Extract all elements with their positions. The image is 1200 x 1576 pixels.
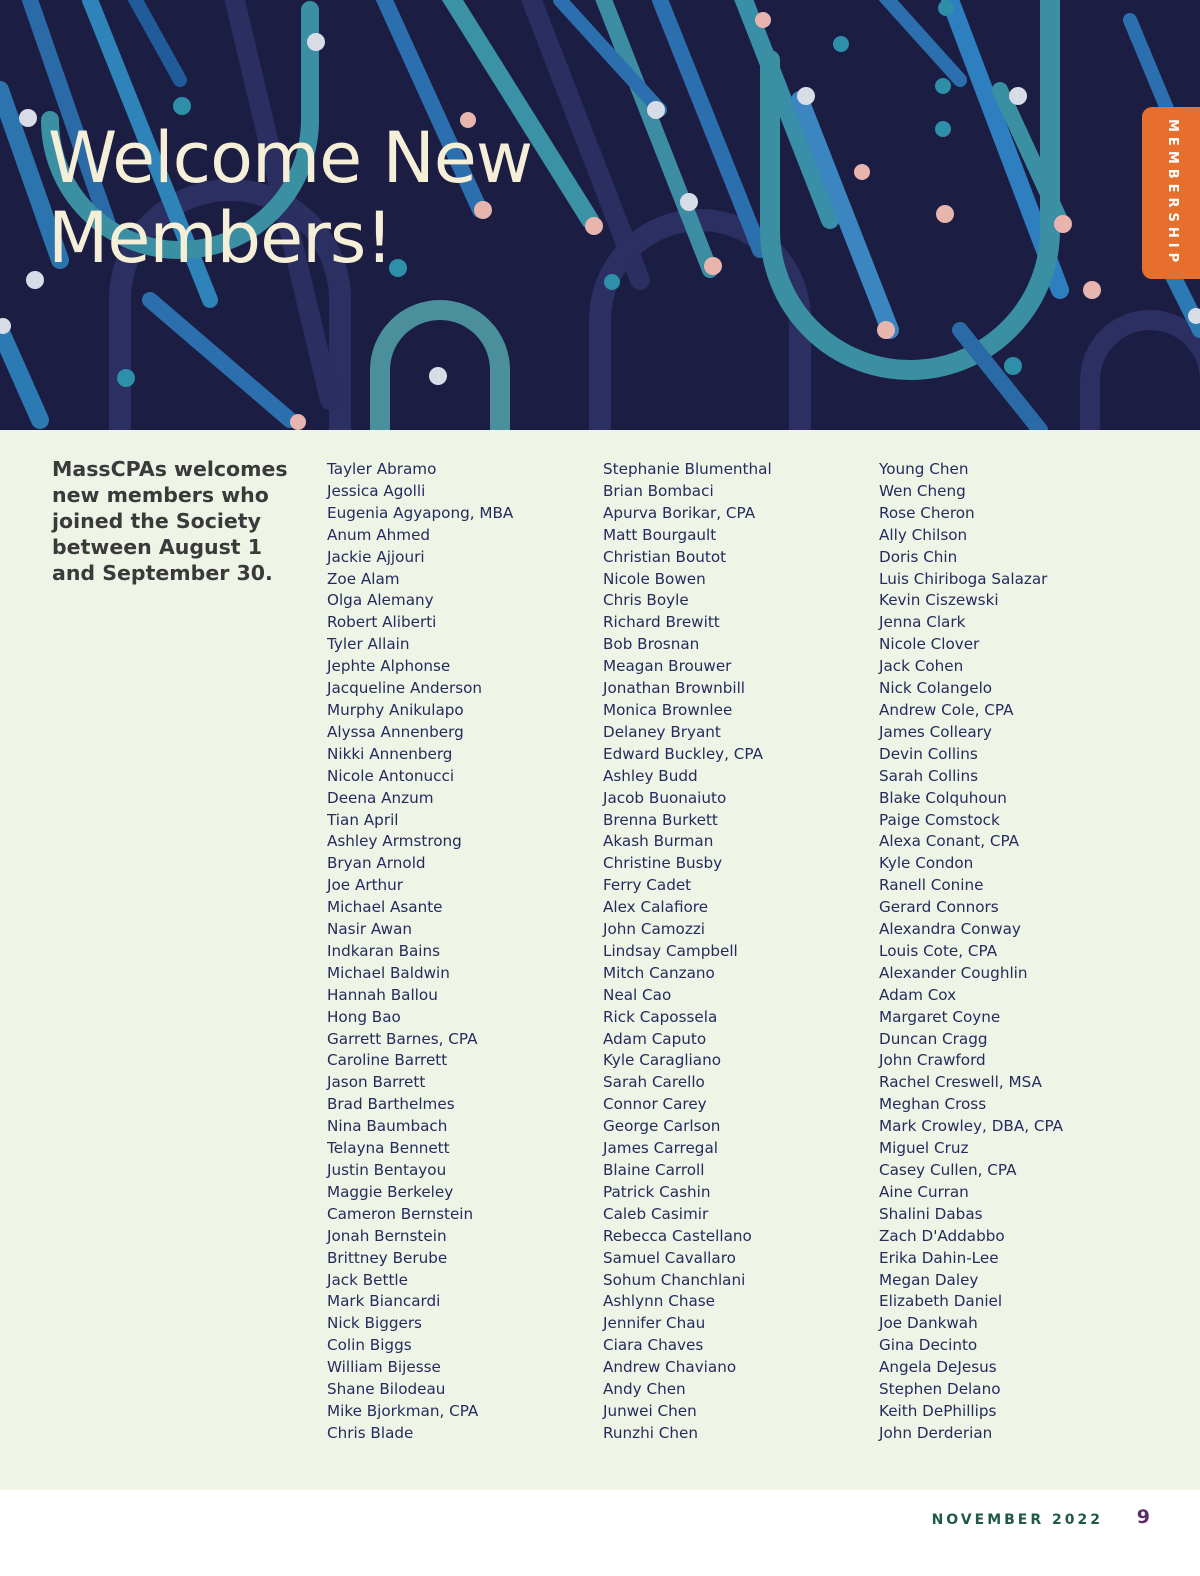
member-name: Mitch Canzano: [603, 963, 715, 982]
member-name: Alexander Coughlin: [879, 963, 1028, 982]
member-name: Apurva Borikar, CPA: [603, 503, 756, 522]
page-title: [48, 118, 668, 278]
member-name: Joe Arthur: [327, 876, 404, 895]
intro-text: MassCPAs welcomes new members who joined the Society between August 1 and September 30.: [52, 457, 288, 585]
member-name: Hong Bao: [327, 1007, 401, 1026]
member-name: Joe Dankwah: [879, 1314, 978, 1333]
member-name: Aine Curran: [879, 1182, 969, 1201]
members-column-1: [327, 459, 597, 1445]
member-name: Brad Barthelmes: [327, 1095, 455, 1114]
member-name: Duncan Cragg: [879, 1029, 988, 1048]
page-number: 9: [1136, 1506, 1150, 1528]
member-name: Chris Boyle: [603, 591, 689, 610]
member-name: Tyler Allain: [327, 635, 410, 654]
member-name: Elizabeth Daniel: [879, 1292, 1003, 1311]
member-name: Rebecca Castellano: [603, 1226, 752, 1245]
member-name: Monica Brownlee: [603, 700, 733, 719]
member-name: Jacob Buonaiuto: [603, 788, 727, 807]
member-name: Garrett Barnes, CPA: [327, 1029, 478, 1048]
member-name: Richard Brewitt: [603, 613, 720, 632]
member-name: Keith DePhillips: [879, 1401, 997, 1420]
member-name: Maggie Berkeley: [327, 1182, 454, 1201]
member-name: Kyle Caragliano: [603, 1051, 721, 1070]
member-name: Brian Bombaci: [603, 481, 714, 500]
member-name: Mark Crowley, DBA, CPA: [879, 1117, 1064, 1136]
member-name: Andy Chen: [603, 1380, 686, 1399]
member-name: Stephen Delano: [879, 1380, 1001, 1399]
member-name: Matt Bourgault: [603, 525, 717, 544]
member-name: Alex Calafiore: [603, 898, 709, 917]
member-name: Alyssa Annenberg: [327, 722, 464, 741]
section-tab: [1142, 107, 1200, 279]
member-name: Ashley Armstrong: [327, 832, 462, 851]
member-name: Ally Chilson: [879, 525, 968, 544]
member-name: Indkaran Bains: [327, 941, 441, 960]
member-name: Angela DeJesus: [879, 1358, 997, 1377]
member-name: Louis Cote, CPA: [879, 941, 998, 960]
member-name: Mike Bjorkman, CPA: [327, 1401, 479, 1420]
member-name: Nick Colangelo: [879, 679, 993, 698]
member-name: Runzhi Chen: [603, 1423, 698, 1442]
member-name: Christine Busby: [603, 854, 723, 873]
section-tab-label: MEMBERSHIP: [1165, 118, 1180, 268]
member-name: Paige Comstock: [879, 810, 1000, 829]
member-name: Deena Anzum: [327, 788, 434, 807]
member-name: Tayler Abramo: [327, 460, 437, 478]
member-name: Jack Cohen: [879, 657, 964, 676]
member-name: Devin Collins: [879, 744, 978, 763]
member-name: James Carregal: [603, 1139, 718, 1158]
member-name: Patrick Cashin: [603, 1182, 711, 1201]
member-name: Bob Brosnan: [603, 635, 700, 654]
member-name: Zach D'Addabbo: [879, 1226, 1005, 1245]
title-line-1: Welcome New: [48, 117, 533, 199]
member-name: Mark Biancardi: [327, 1292, 441, 1311]
member-name: Christian Boutot: [603, 547, 727, 566]
member-name: Caroline Barrett: [327, 1051, 448, 1070]
member-name: John Derderian: [879, 1423, 993, 1442]
member-name: Robert Aliberti: [327, 613, 437, 632]
page-footer: [0, 1490, 1200, 1576]
member-name: Meghan Cross: [879, 1095, 987, 1114]
member-name: Rick Capossela: [603, 1007, 718, 1026]
member-name: Jason Barrett: [327, 1073, 426, 1092]
member-name: Jephte Alphonse: [327, 657, 451, 676]
issue-date: NOVEMBER 2022: [931, 1512, 1103, 1528]
member-name: Ferry Cadet: [603, 876, 692, 895]
member-name: James Colleary: [879, 722, 992, 741]
content-area: [0, 430, 1200, 1490]
member-name: Connor Carey: [603, 1095, 707, 1114]
member-name: Gina Decinto: [879, 1336, 978, 1355]
member-name: Jessica Agolli: [327, 481, 426, 500]
member-name: Edward Buckley, CPA: [603, 744, 763, 763]
member-name: Eugenia Agyapong, MBA: [327, 503, 514, 522]
member-name: Nicole Clover: [879, 635, 980, 654]
members-column-3: [879, 459, 1149, 1445]
member-name: Cameron Bernstein: [327, 1204, 474, 1223]
member-name: Ashley Budd: [603, 766, 698, 785]
member-name: Akash Burman: [603, 832, 714, 851]
member-name: Blaine Carroll: [603, 1161, 705, 1179]
member-name: Junwei Chen: [603, 1401, 697, 1420]
member-name: Brenna Burkett: [603, 810, 718, 829]
member-name: Nicole Bowen: [603, 569, 706, 588]
member-name: Megan Daley: [879, 1270, 979, 1289]
member-name: Samuel Cavallaro: [603, 1248, 736, 1267]
member-name: Sarah Collins: [879, 766, 979, 785]
member-name: Jacqueline Anderson: [327, 679, 483, 698]
member-name: Ranell Conine: [879, 876, 984, 895]
member-name: Tian April: [327, 810, 399, 829]
member-name: Hannah Ballou: [327, 985, 438, 1004]
members-column-2: [603, 459, 873, 1445]
member-name: George Carlson: [603, 1117, 721, 1136]
member-name: Erika Dahin-Lee: [879, 1248, 999, 1267]
member-name: Shalini Dabas: [879, 1204, 983, 1223]
member-name: Nina Baumbach: [327, 1117, 448, 1136]
member-name: Ciara Chaves: [603, 1336, 704, 1355]
member-name: Miguel Cruz: [879, 1139, 969, 1158]
member-name: Luis Chiriboga Salazar: [879, 569, 1048, 588]
member-name: Shane Bilodeau: [327, 1380, 446, 1399]
member-name: Olga Alemany: [327, 591, 434, 610]
member-name: Rose Cheron: [879, 503, 975, 522]
member-name: Nicole Antonucci: [327, 766, 455, 785]
member-name: Casey Cullen, CPA: [879, 1161, 1017, 1179]
member-name: Michael Asante: [327, 898, 443, 917]
member-name: Zoe Alam: [327, 569, 400, 588]
member-name: William Bijesse: [327, 1358, 441, 1377]
member-name: Chris Blade: [327, 1423, 414, 1442]
member-name: Jackie Ajjouri: [327, 547, 425, 566]
member-name: Alexa Conant, CPA: [879, 832, 1020, 851]
member-name: Sarah Carello: [603, 1073, 705, 1092]
member-name: Nasir Awan: [327, 920, 412, 939]
member-name: Anum Ahmed: [327, 525, 431, 544]
member-name: Margaret Coyne: [879, 1007, 1001, 1026]
member-name: Jonah Bernstein: [327, 1226, 447, 1245]
member-name: Jenna Clark: [879, 613, 966, 632]
member-name: Andrew Chaviano: [603, 1358, 737, 1377]
member-name: Telayna Bennett: [327, 1139, 450, 1158]
member-name: Jack Bettle: [327, 1270, 408, 1289]
member-name: Stephanie Blumenthal: [603, 460, 772, 478]
member-name: Doris Chin: [879, 547, 958, 566]
member-name: Michael Baldwin: [327, 963, 450, 982]
member-name: Nick Biggers: [327, 1314, 422, 1333]
member-name: Wen Cheng: [879, 481, 966, 500]
member-name: John Crawford: [879, 1051, 986, 1070]
member-name: Nikki Annenberg: [327, 744, 453, 763]
member-name: Meagan Brouwer: [603, 657, 732, 676]
member-name: Caleb Casimir: [603, 1204, 709, 1223]
member-name: Adam Cox: [879, 985, 957, 1004]
member-name: Adam Caputo: [603, 1029, 707, 1048]
member-name: Brittney Berube: [327, 1248, 448, 1267]
member-name: Kyle Condon: [879, 854, 974, 873]
member-name: Gerard Connors: [879, 898, 999, 917]
member-name: Neal Cao: [603, 985, 672, 1004]
member-name: Colin Biggs: [327, 1336, 412, 1355]
member-name: Delaney Bryant: [603, 722, 721, 741]
member-name: Young Chen: [879, 460, 969, 478]
member-name: Blake Colquhoun: [879, 788, 1007, 807]
member-name: John Camozzi: [603, 920, 706, 939]
member-name: Lindsay Campbell: [603, 941, 738, 960]
member-name: Justin Bentayou: [327, 1161, 447, 1179]
member-name: Alexandra Conway: [879, 920, 1021, 939]
member-name: Sohum Chanchlani: [603, 1270, 746, 1289]
member-name: Jonathan Brownbill: [603, 679, 746, 698]
member-name: Murphy Anikulapo: [327, 700, 464, 719]
title-line-2: Members!: [48, 197, 393, 279]
member-name: Ashlynn Chase: [603, 1292, 716, 1311]
member-name: Bryan Arnold: [327, 854, 426, 873]
header-banner: [0, 0, 1200, 430]
member-name: Jennifer Chau: [603, 1314, 706, 1333]
member-name: Andrew Cole, CPA: [879, 700, 1014, 719]
member-name: Rachel Creswell, MSA: [879, 1073, 1042, 1092]
member-name: Kevin Ciszewski: [879, 591, 999, 610]
